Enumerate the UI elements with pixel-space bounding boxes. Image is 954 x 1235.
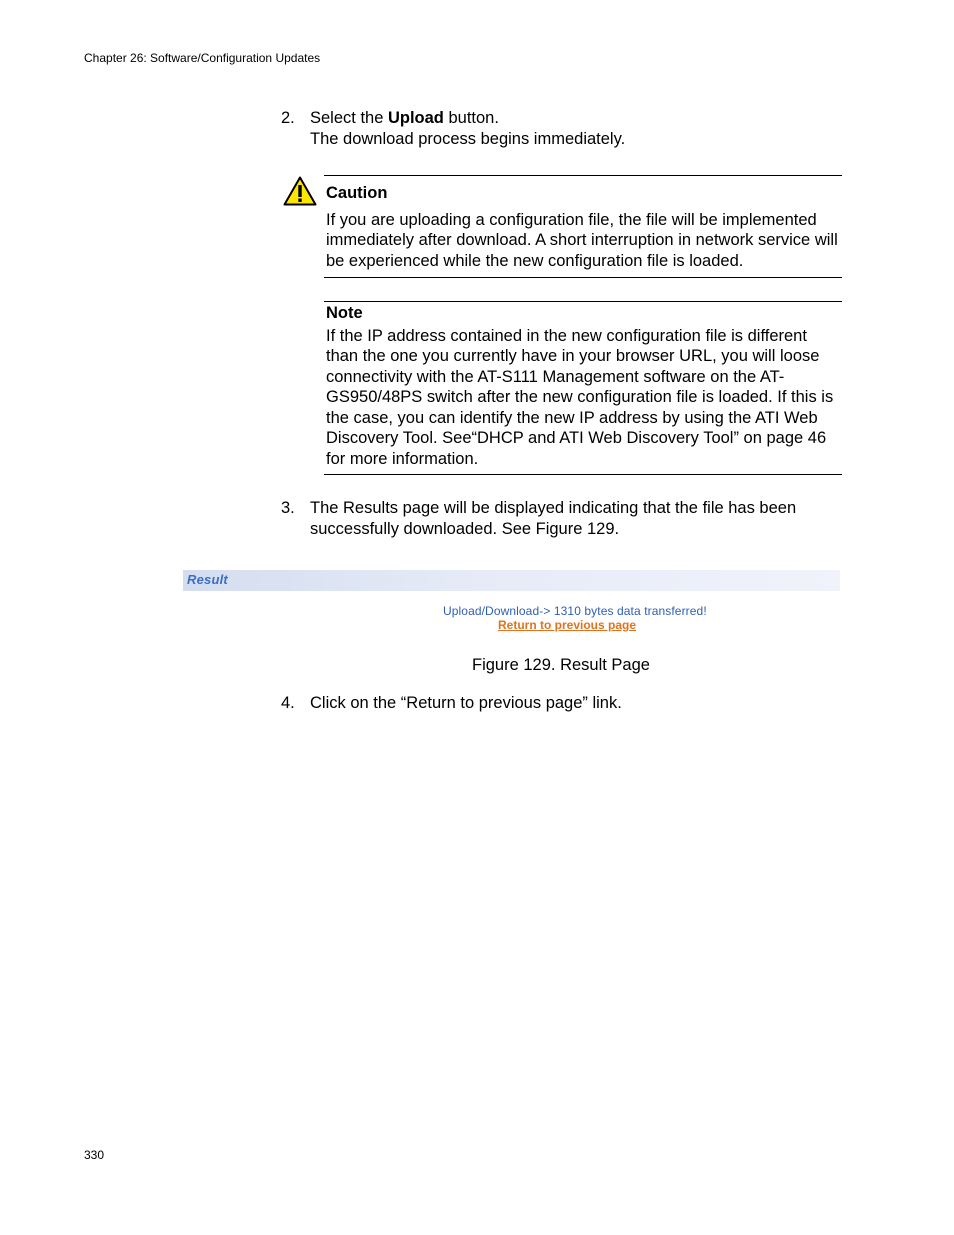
step-2-line-1 xyxy=(310,108,841,129)
return-to-previous-page-link[interactable]: Return to previous page xyxy=(498,618,637,632)
caution-bottom-rule xyxy=(324,277,842,278)
step-2-line-2: The download process begins immediately. xyxy=(310,129,626,148)
note-text: If the IP address contained in the new configuration file is different than the one you currently have in your browser URL, you will loose connectivity with the AT-S111 Management software on the AT-GS950/48PS switch after the new configuration file is loaded. If this is the case, you can identify the new IP address by using the ATI Web Discovery Tool. See“DHCP and ATI Web Discovery Tool” on page 46 for more information. xyxy=(326,326,834,468)
note-top-rule xyxy=(324,301,842,302)
step-2 xyxy=(281,108,841,149)
result-title: Result xyxy=(187,572,228,587)
step-number: 2. xyxy=(281,109,295,127)
step-3 xyxy=(281,498,841,539)
upload-button-label: Upload xyxy=(387,109,444,127)
caution-text: If you are uploading a configuration file, the file will be implemented immediately after download. A short interruption in network service will be experienced while the new configuration file is loaded. xyxy=(326,210,838,270)
caution-box xyxy=(326,183,842,271)
running-header: Chapter 26: Software/Configuration Updates xyxy=(84,51,321,65)
caution-top-rule xyxy=(324,175,842,176)
result-header-bar xyxy=(183,570,840,591)
warning-triangle-icon xyxy=(283,176,317,206)
figure-caption: Figure 129. Result Page xyxy=(472,656,650,674)
note-box xyxy=(326,303,842,469)
step-text: Select the xyxy=(310,109,388,127)
note-bottom-rule xyxy=(324,474,842,475)
transfer-message: Upload/Download-> 1310 bytes data transferred! xyxy=(443,604,707,618)
step-text: button. xyxy=(443,109,499,127)
step-number: 3. xyxy=(281,499,295,517)
step-number: 4. xyxy=(281,694,295,712)
caution-title: Caution xyxy=(326,184,388,202)
step-4-text: Click on the “Return to previous page” link. xyxy=(310,694,622,712)
page-number: 330 xyxy=(84,1148,105,1162)
step-4 xyxy=(281,693,841,714)
note-title: Note xyxy=(326,304,363,322)
step-3-text: The Results page will be displayed indicating that the file has been successfully downloaded. See Figure 129. xyxy=(310,499,797,538)
